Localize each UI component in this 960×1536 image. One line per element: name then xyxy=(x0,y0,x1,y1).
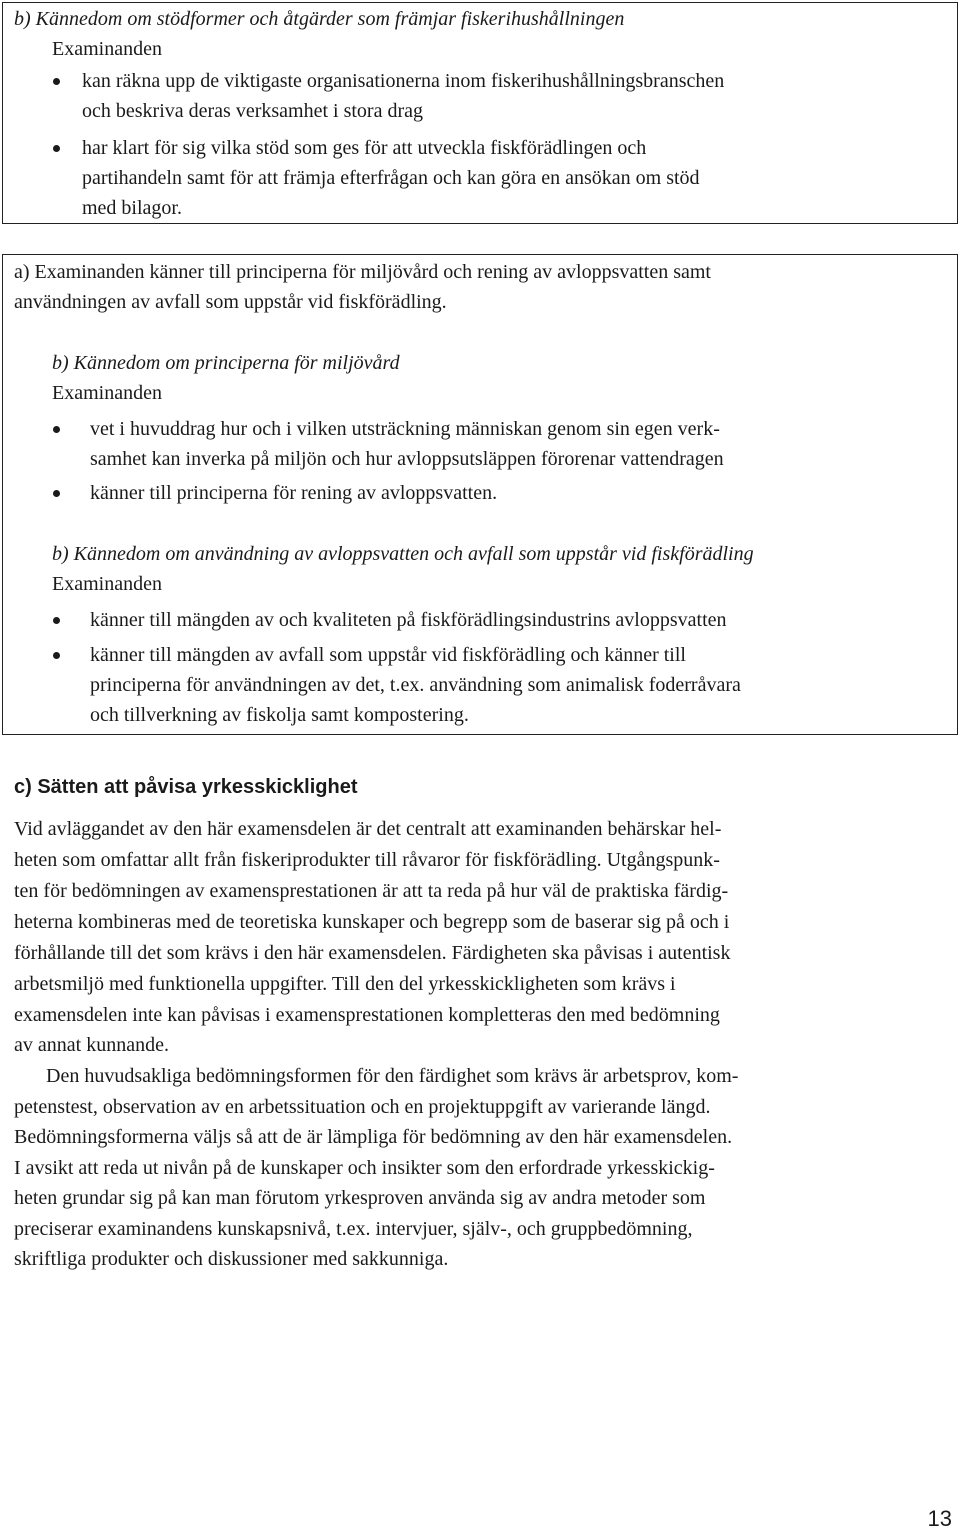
paragraph-line: arbetsmiljö med funktionella uppgifter. Till den del yrkesskickligheten som krävs i xyxy=(14,973,676,995)
bullet-icon xyxy=(53,617,60,624)
paragraph-line: Bedömningsformerna väljs så att de är lämpliga för bedömning av den här examensdelen. xyxy=(14,1126,733,1148)
list-item: kan räkna upp de viktigaste organisationerna inom fiskerihushållningsbranschen xyxy=(82,70,725,92)
list-item: känner till mängden av och kvaliteten på fiskförädlingsindustrins avloppsvatten xyxy=(90,609,727,631)
box1-title: b) Kännedom om stödformer och åtgärder som främjar fiskerihushållningen xyxy=(14,8,625,30)
sub2-title: b) Kännedom om användning av avloppsvatten och avfall som uppstår vid fiskförädling xyxy=(52,543,754,565)
list-item: vet i huvuddrag hur och i vilken utsträckning människan genom sin egen verk- xyxy=(90,418,720,440)
list-item-continuation: och beskriva deras verksamhet i stora drag xyxy=(82,100,423,122)
paragraph-line: förhållande till det som krävs i den här examensdelen. Färdigheten ska påvisas i autentisk xyxy=(14,942,731,964)
list-item-continuation: med bilagor. xyxy=(82,197,182,219)
list-item: känner till principerna för rening av avloppsvatten. xyxy=(90,482,498,504)
list-item-continuation: samhet kan inverka på miljön och hur avloppsutsläppen förorenar vattendragen xyxy=(90,448,724,470)
sub1-subject: Examinanden xyxy=(52,382,162,404)
box2-intro-line: användningen av avfall som uppstår vid fiskförädling. xyxy=(14,291,447,313)
sub2-subject: Examinanden xyxy=(52,573,162,595)
bullet-icon xyxy=(53,652,60,659)
section-heading: c) Sätten att påvisa yrkesskicklighet xyxy=(14,776,358,798)
bullet-icon xyxy=(53,490,60,497)
paragraph-line: Den huvudsakliga bedömningsformen för den färdighet som krävs är arbetsprov, kom- xyxy=(46,1065,739,1087)
paragraph-line: ten för bedömningen av examensprestationen är att ta reda på hur väl de praktiska färdig- xyxy=(14,880,729,902)
list-item-continuation: partihandeln samt för att främja efterfrågan och kan göra en ansökan om stöd xyxy=(82,167,700,189)
list-item-continuation: och tillverkning av fiskolja samt kompostering. xyxy=(90,704,469,726)
paragraph-line: heten grundar sig på kan man förutom yrkesproven använda sig av andra metoder som xyxy=(14,1187,706,1209)
sub1-title: b) Kännedom om principerna för miljövård xyxy=(52,352,400,374)
paragraph-line: preciserar examinandens kunskapsnivå, t.ex. intervjuer, själv-, och gruppbedömning, xyxy=(14,1218,693,1240)
box1-subject: Examinanden xyxy=(52,38,162,60)
page-number: 13 xyxy=(927,1506,952,1531)
bullet-icon xyxy=(53,78,60,85)
box2-intro-line: a) Examinanden känner till principerna för miljövård och rening av avloppsvatten samt xyxy=(14,261,711,283)
list-item-continuation: principerna för användningen av det, t.ex. användning som animalisk foderråvara xyxy=(90,674,741,696)
bullet-icon xyxy=(53,426,60,433)
paragraph-line: skriftliga produkter och diskussioner med sakkunniga. xyxy=(14,1248,449,1270)
paragraph-line: examensdelen inte kan påvisas i examensprestationen kompletteras den med bedömning xyxy=(14,1004,720,1026)
paragraph-line: av annat kunnande. xyxy=(14,1034,169,1056)
list-item: känner till mängden av avfall som uppstår vid fiskförädling och känner till xyxy=(90,644,686,666)
paragraph-line: Vid avläggandet av den här examensdelen är det centralt att examinanden behärskar hel- xyxy=(14,818,722,840)
paragraph-line: heten som omfattar allt från fiskeriprodukter till råvaror för fiskförädling. Utgångspunk- xyxy=(14,849,720,871)
list-item: har klart för sig vilka stöd som ges för att utveckla fiskförädlingen och xyxy=(82,137,647,159)
paragraph-line: I avsikt att reda ut nivån på de kunskaper och insikter som den erfordrade yrkesskickig- xyxy=(14,1157,715,1179)
paragraph-line: petenstest, observation av en arbetssituation och en projektuppgift av varierande längd. xyxy=(14,1096,711,1118)
paragraph-line: heterna kombineras med de teoretiska kunskaper och begrepp som de baserar sig på och i xyxy=(14,911,730,933)
bullet-icon xyxy=(53,145,60,152)
